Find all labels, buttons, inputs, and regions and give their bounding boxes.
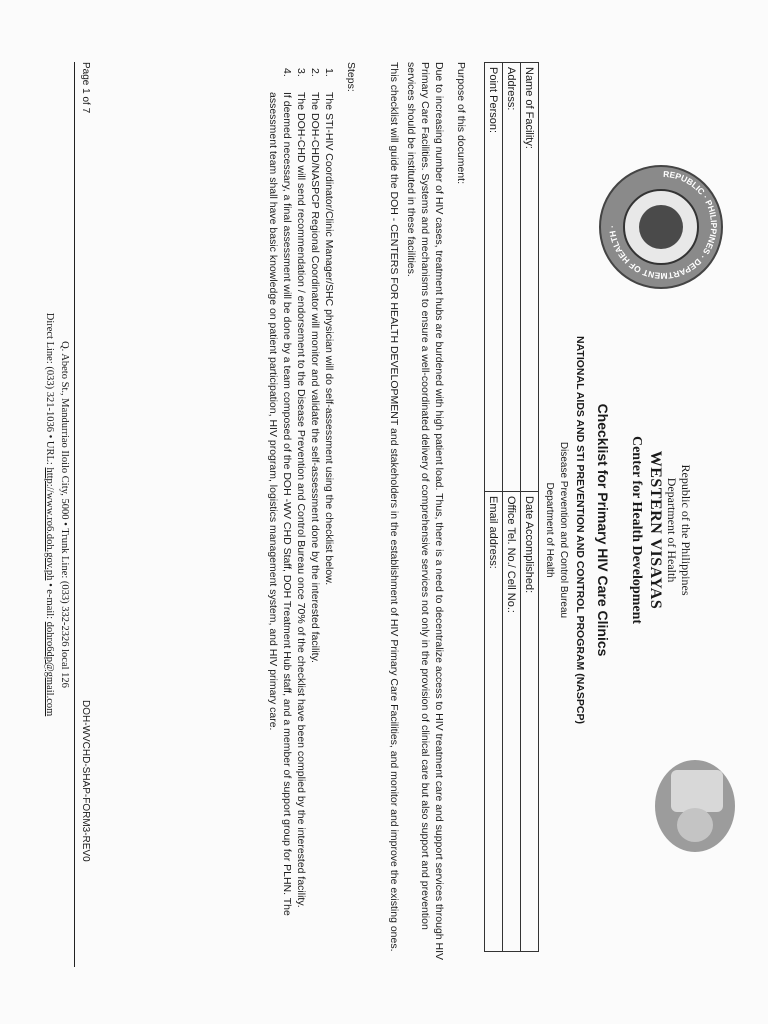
guide-paragraph: This checklist will guide the DOH - CENTERS FOR HEALTH DEVELOPMENT and stakeholders in the establishment of HIV Primary Care Facilities, and monitor and improve the existing ones.	[388, 62, 400, 952]
step-number: 4.	[281, 68, 293, 77]
field-office-tel[interactable]: Office Tel. No./ Cell No.:	[503, 492, 521, 952]
header-center: Center for Health Development	[629, 435, 644, 625]
page-number: Page 1 of 7	[80, 62, 91, 114]
bureau-name: Disease Prevention and Control Bureau	[558, 441, 569, 619]
form-code: DOH-WVCHD-SHAP-FORM3-REV0	[80, 700, 91, 862]
step-text: The STI-HIV Coordinator/Clinic Manager/SHC physician will do self-assessment using the checklist below.	[323, 92, 335, 586]
list-item	[294, 68, 308, 968]
list-item	[266, 68, 294, 968]
doh-seal-logo	[599, 165, 723, 289]
table-row	[521, 63, 539, 952]
list-item	[308, 68, 322, 968]
footer-divider	[74, 62, 75, 967]
logo-shape-a	[671, 770, 723, 812]
seal-ring-text: REPUBLIC · PHILIPPINES · DEPARTMENT OF HEALTH ·	[606, 168, 720, 282]
document-title: Checklist for Primary HIV Care Clinics	[595, 403, 611, 657]
email-prefix: • e-mail:	[44, 580, 55, 622]
step-text: The DOH-CHD will send recommendation / endorsement to the Disease Prevention and Control Bureau once 70% of the checklist have been complied by the interested facility.	[295, 92, 307, 908]
email-link[interactable]: dohro6dp@gmail.com	[44, 621, 55, 717]
purpose-paragraph: Due to increasing number of HIV cases, treatment hubs are burdened with high patient load. Thus, there is a need to decentralize access to HIV treatment care and support services through HIV Primary Care Facilities. Systems and mechanisms to ensure a well-coordinated delivery of comprehensive services not only in the provision of clinical care but also support and prevention services should be instituted in these facilities.	[405, 62, 445, 961]
header-department: Department of Health	[665, 477, 679, 583]
table-row	[485, 63, 503, 952]
step-number: 3.	[295, 68, 307, 77]
seal-core	[639, 205, 683, 249]
step-number: 1.	[323, 68, 335, 77]
program-logo	[655, 760, 735, 852]
header-republic: Republic of the Philippines	[679, 464, 693, 596]
field-email-address[interactable]: Email address:	[485, 492, 503, 952]
logo-shape-b	[677, 808, 713, 842]
steps-list	[266, 68, 336, 968]
field-address[interactable]: Address:	[503, 63, 521, 492]
header-region: WESTERN VISAYAS	[647, 450, 664, 610]
footer-address: Q. Abeto St., Mandurriao Iloilo City, 5000 • Trunk Line: (033) 332-2326 local 126	[59, 341, 70, 688]
step-text: If deemed necessary, a final assessment will be done by a team composed of the DOH -WV CHD Staff, DOH Treatment Hub staff, and a member of support group for PLHN. The assessment team shall have basic knowledge on patient participation, HIV program, logistics management system, and HIV primary care.	[267, 92, 293, 916]
facility-info-table	[484, 62, 539, 952]
department-line: Department of Health	[544, 482, 555, 578]
step-text: The DOH-CHD/NASPCP Regional Coordinator will monitor and validate the self-assessment done by the interested facility.	[309, 92, 321, 663]
contact-prefix: Direct Line: (033) 321-1036 • URL:	[44, 312, 55, 468]
steps-heading: Steps:	[345, 62, 357, 92]
table-row	[503, 63, 521, 952]
footer-contact	[44, 62, 55, 967]
field-point-person[interactable]: Point Person:	[485, 63, 503, 492]
website-link[interactable]: http://www.ro6.doh.gov.ph	[44, 467, 55, 581]
purpose-heading: Purpose of this document:	[455, 62, 467, 184]
step-number: 2.	[309, 68, 321, 77]
list-item	[322, 68, 336, 968]
field-name-of-facility[interactable]: Name of Facility:	[521, 63, 539, 492]
field-date-accomplished[interactable]: Date Accomplished:	[521, 492, 539, 952]
seal-inner	[623, 189, 699, 265]
program-name: NATIONAL AIDS AND STI PREVENTION AND CONTROL PROGRAM (NASPCP)	[574, 336, 586, 724]
